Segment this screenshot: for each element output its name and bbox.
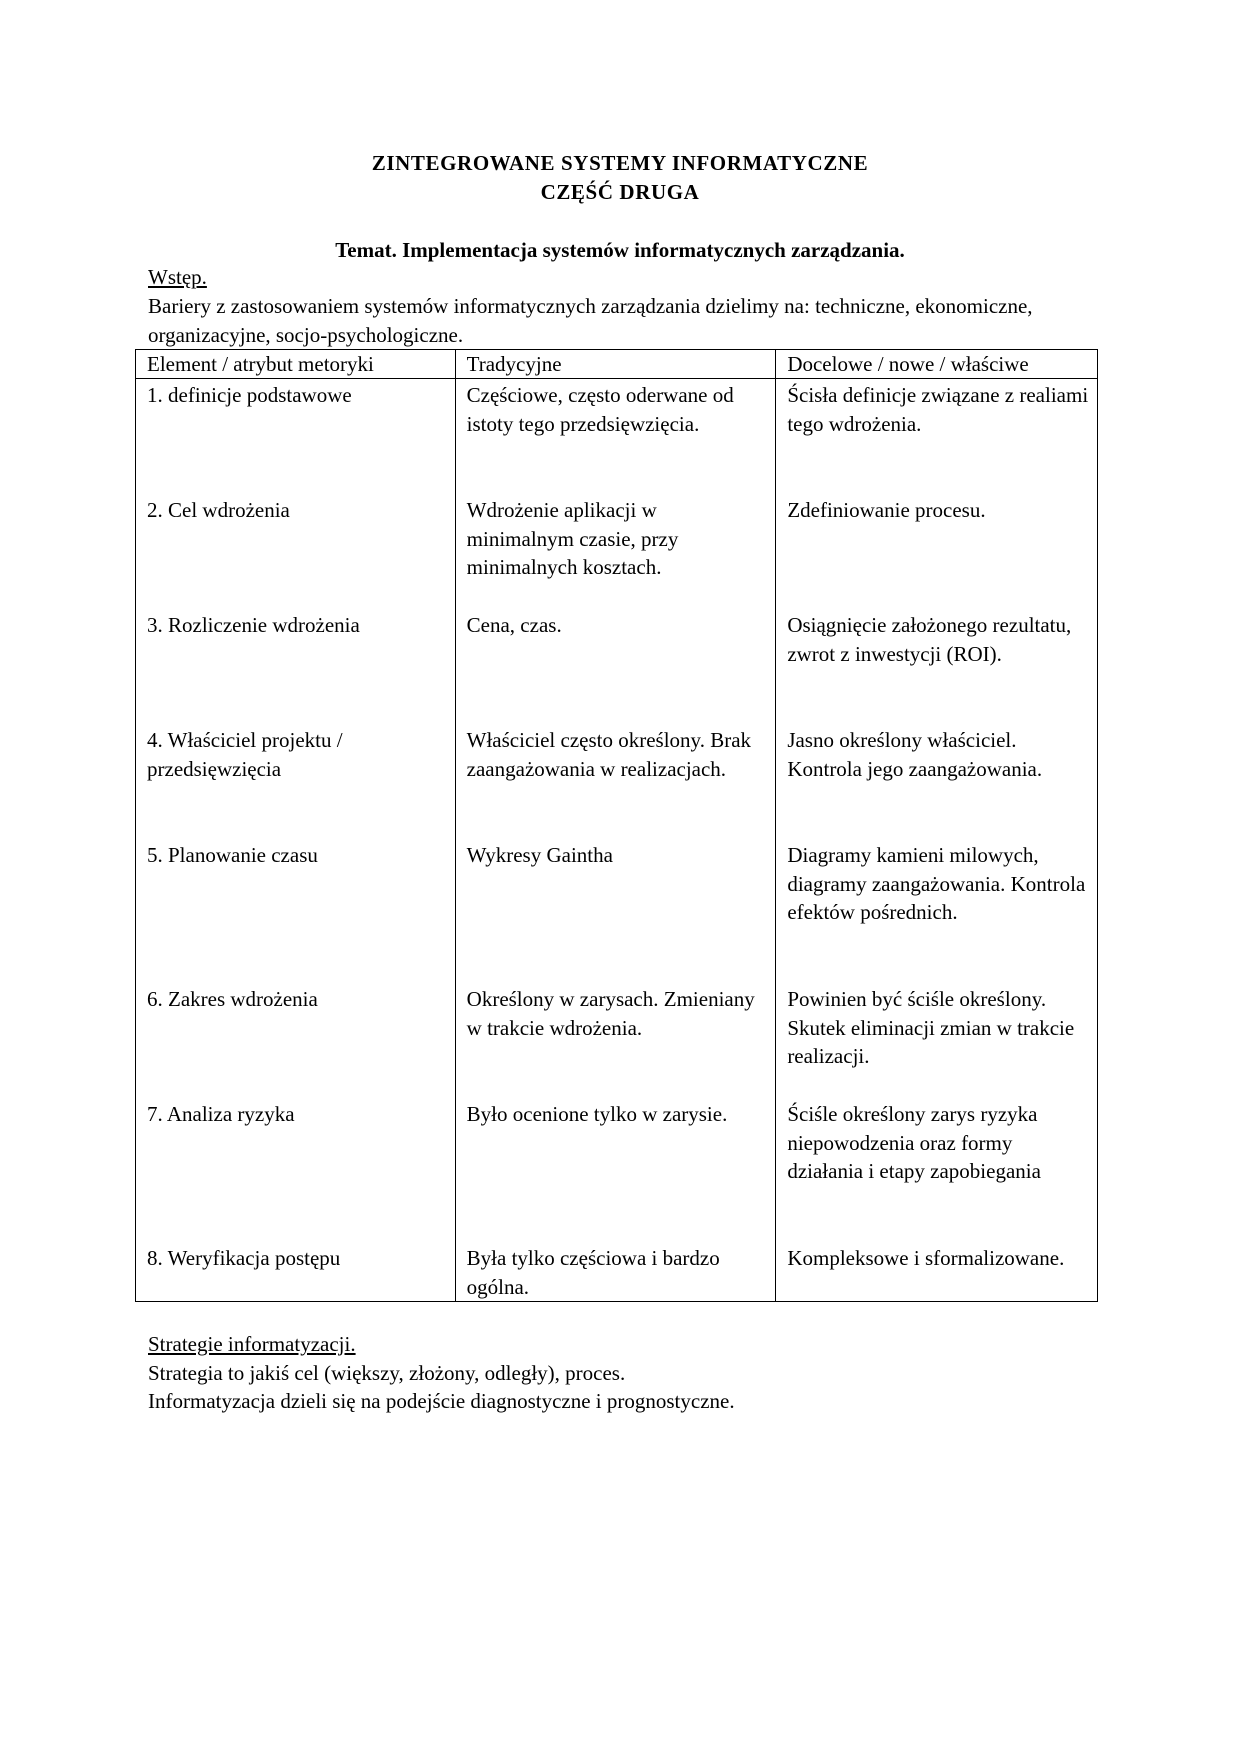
header-traditional: Tradycyjne: [455, 350, 776, 379]
cell-element: 6. Zakres wdrożenia: [136, 985, 456, 1100]
cell-traditional: Cena, czas.: [455, 611, 776, 726]
cell-element: 8. Weryfikacja postępu: [136, 1244, 456, 1302]
table-row: [136, 1244, 1098, 1302]
cell-element: 4. Właściciel projektu / przedsięwzięcia: [136, 726, 456, 841]
cell-target: Powinien być ściśle określony. Skutek eliminacji zmian w trakcie realizacji.: [776, 985, 1098, 1100]
cell-target: Diagramy kamieni milowych, diagramy zaangażowania. Kontrola efektów pośrednich.: [776, 841, 1098, 985]
cell-target: Ścisła definicje związane z realiami tego wdrożenia.: [776, 379, 1098, 497]
cell-target: Kompleksowe i sformalizowane.: [776, 1244, 1098, 1302]
cell-target: Osiągnięcie założonego rezultatu, zwrot z inwestycji (ROI).: [776, 611, 1098, 726]
methodology-comparison-table: [135, 349, 1098, 1302]
topic-heading: Temat. Implementacja systemów informatycznych zarządzania.: [335, 238, 905, 262]
intro-heading: Wstęp.: [148, 265, 207, 289]
cell-traditional: Wdrożenie aplikacji w minimalnym czasie, przy minimalnych kosztach.: [455, 496, 776, 611]
table-row: [136, 1100, 1098, 1244]
cell-element: 1. definicje podstawowe: [136, 379, 456, 497]
cell-target: Jasno określony właściciel. Kontrola jego zaangażowania.: [776, 726, 1098, 841]
table-row: [136, 841, 1098, 985]
cell-traditional: Była tylko częściowa i bardzo ogólna.: [455, 1244, 776, 1302]
intro-paragraph: Bariery z zastosowaniem systemów informatycznych zarządzania dzielimy na: techniczne, ekonomiczne, organizacyjne, socjo-psychologiczne.: [148, 294, 1033, 347]
cell-traditional: Częściowe, często oderwane od istoty tego przedsięwzięcia.: [455, 379, 776, 497]
cell-traditional: Określony w zarysach. Zmieniany w trakcie wdrożenia.: [455, 985, 776, 1100]
table-row: [136, 496, 1098, 611]
header-element: Element / atrybut metoryki: [136, 350, 456, 379]
cell-element: 5. Planowanie czasu: [136, 841, 456, 985]
cell-traditional: Było ocenione tylko w zarysie.: [455, 1100, 776, 1244]
table-header-row: [136, 350, 1098, 379]
header-target: Docelowe / nowe / właściwe: [776, 350, 1098, 379]
cell-element: 2. Cel wdrożenia: [136, 496, 456, 611]
cell-traditional: Właściciel często określony. Brak zaangażowania w realizacjach.: [455, 726, 776, 841]
document-title: ZINTEGROWANE SYSTEMY INFORMATYCZNE: [371, 151, 869, 175]
strategies-line-2: Informatyzacja dzieli się na podejście diagnostyczne i prognostyczne.: [148, 1389, 735, 1413]
cell-target: Ściśle określony zarys ryzyka niepowodzenia oraz formy działania i etapy zapobiegania: [776, 1100, 1098, 1244]
cell-traditional: Wykresy Gaintha: [455, 841, 776, 985]
document-subtitle: CZĘŚĆ DRUGA: [540, 180, 700, 204]
cell-element: 7. Analiza ryzyka: [136, 1100, 456, 1244]
strategies-heading: Strategie informatyzacji.: [148, 1332, 356, 1356]
strategies-line-1: Strategia to jakiś cel (większy, złożony, odległy), proces.: [148, 1361, 626, 1385]
table-row: [136, 379, 1098, 497]
table-row: [136, 985, 1098, 1100]
table-row: [136, 726, 1098, 841]
cell-element: 3. Rozliczenie wdrożenia: [136, 611, 456, 726]
cell-target: Zdefiniowanie procesu.: [776, 496, 1098, 611]
table-row: [136, 611, 1098, 726]
